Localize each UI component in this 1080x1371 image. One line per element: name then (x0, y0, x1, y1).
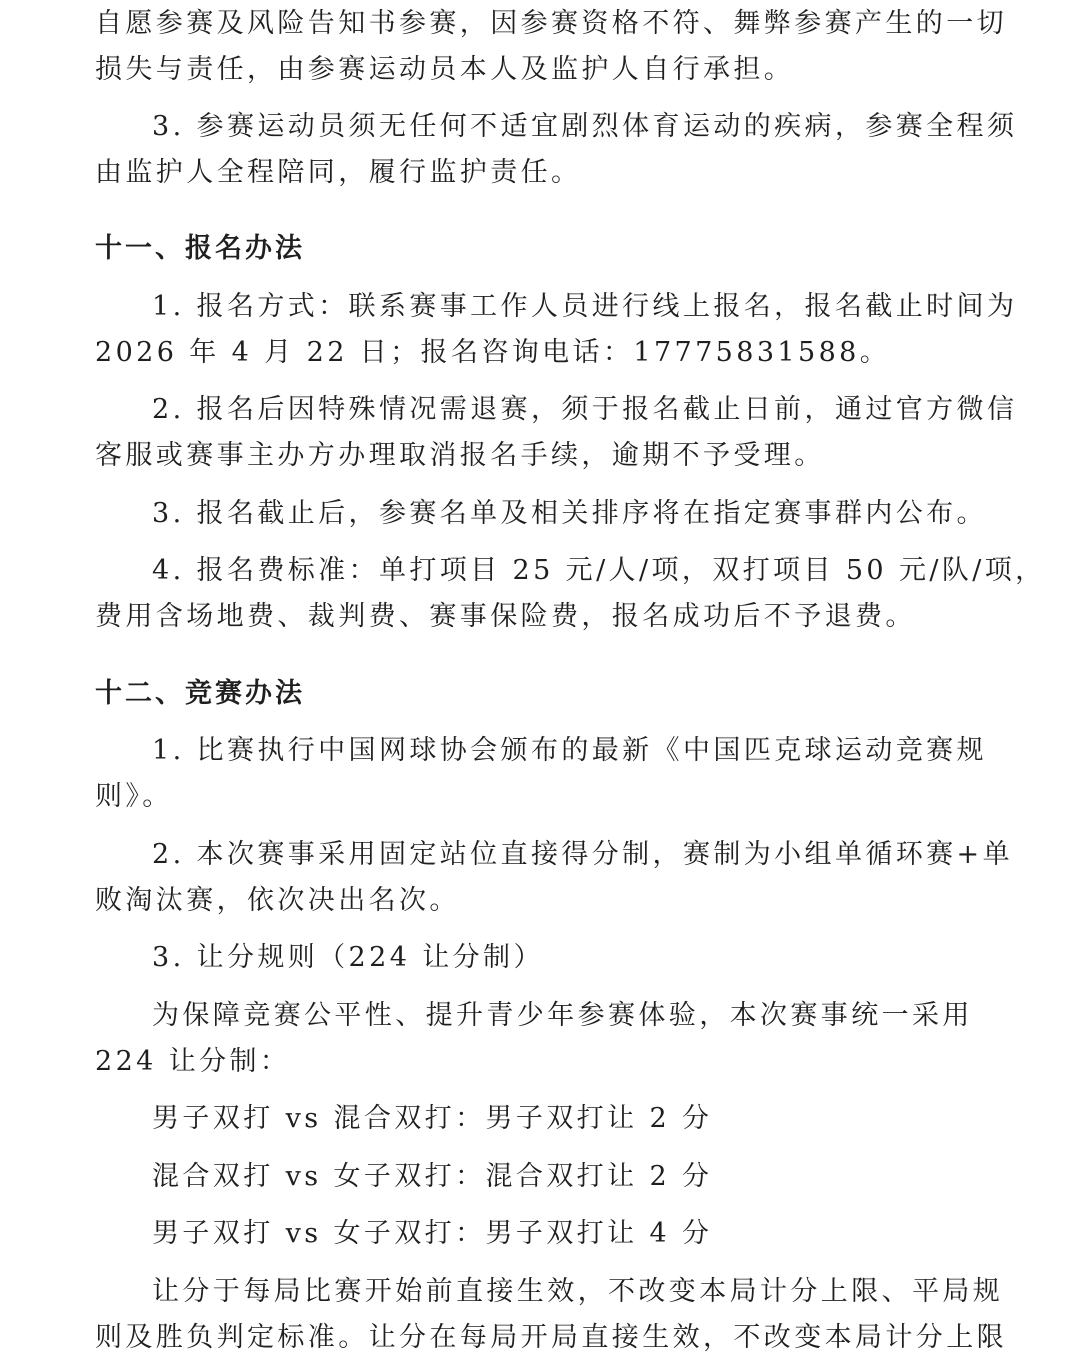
paragraph-line: 3. 让分规则（224 让分制） (152, 942, 544, 973)
paragraph-line: 败淘汰赛，依次决出名次。 (95, 885, 460, 916)
paragraph-line: 2. 报名后因特殊情况需退赛，须于报名截止日前，通过官方微信 (152, 394, 1018, 425)
paragraph-line: 1. 比赛执行中国网球协会颁布的最新《中国匹克球运动竞赛规 (152, 735, 987, 766)
section-heading: 十一、报名办法 (95, 233, 305, 264)
paragraph-line: 则》。 (95, 781, 173, 812)
paragraph-line: 1. 报名方式：联系赛事工作人员进行线上报名，报名截止时间为 (152, 291, 1018, 322)
paragraph-line: 4. 报名费标准：单打项目 25 元/人/项，双打项目 50 元/队/项， (152, 555, 1046, 586)
handicap-rule-line: 混合双打 vs 女子双打：混合双打让 2 分 (152, 1161, 713, 1192)
handicap-rule-line: 男子双打 vs 女子双打：男子双打让 4 分 (152, 1218, 713, 1249)
paragraph-line: 2. 本次赛事采用固定站位直接得分制，赛制为小组单循环赛+单 (152, 839, 1013, 870)
paragraph-line: 3. 报名截止后，参赛名单及相关排序将在指定赛事群内公布。 (152, 498, 987, 529)
handicap-rule-line: 男子双打 vs 混合双打：男子双打让 2 分 (152, 1103, 713, 1134)
paragraph-line: 由监护人全程陪同，履行监护责任。 (95, 157, 582, 188)
paragraph-line: 则及胜负判定标准。让分在每局开局直接生效，不改变本局计分上限 (95, 1322, 1007, 1353)
paragraph-line: 让分于每局比赛开始前直接生效，不改变本局计分上限、平局规 (152, 1276, 1004, 1307)
paragraph-line: 客服或赛事主办方办理取消报名手续，逾期不予受理。 (95, 440, 825, 471)
paragraph-line: 为保障竞赛公平性、提升青少年参赛体验，本次赛事统一采用 (152, 1000, 973, 1031)
section-heading: 十二、竞赛办法 (95, 678, 305, 709)
paragraph-line: 自愿参赛及风险告知书参赛，因参赛资格不符、舞弊参赛产生的一切 (95, 8, 1007, 39)
paragraph-line: 2026 年 4 月 22 日；报名咨询电话：17775831588。 (95, 337, 891, 368)
paragraph-line: 费用含场地费、裁判费、赛事保险费，报名成功后不予退费。 (95, 601, 916, 632)
paragraph-line: 损失与责任，由参赛运动员本人及监护人自行承担。 (95, 54, 795, 85)
paragraph-line: 3. 参赛运动员须无任何不适宜剧烈体育运动的疾病，参赛全程须 (152, 111, 1018, 142)
paragraph-line: 224 让分制： (95, 1046, 291, 1077)
